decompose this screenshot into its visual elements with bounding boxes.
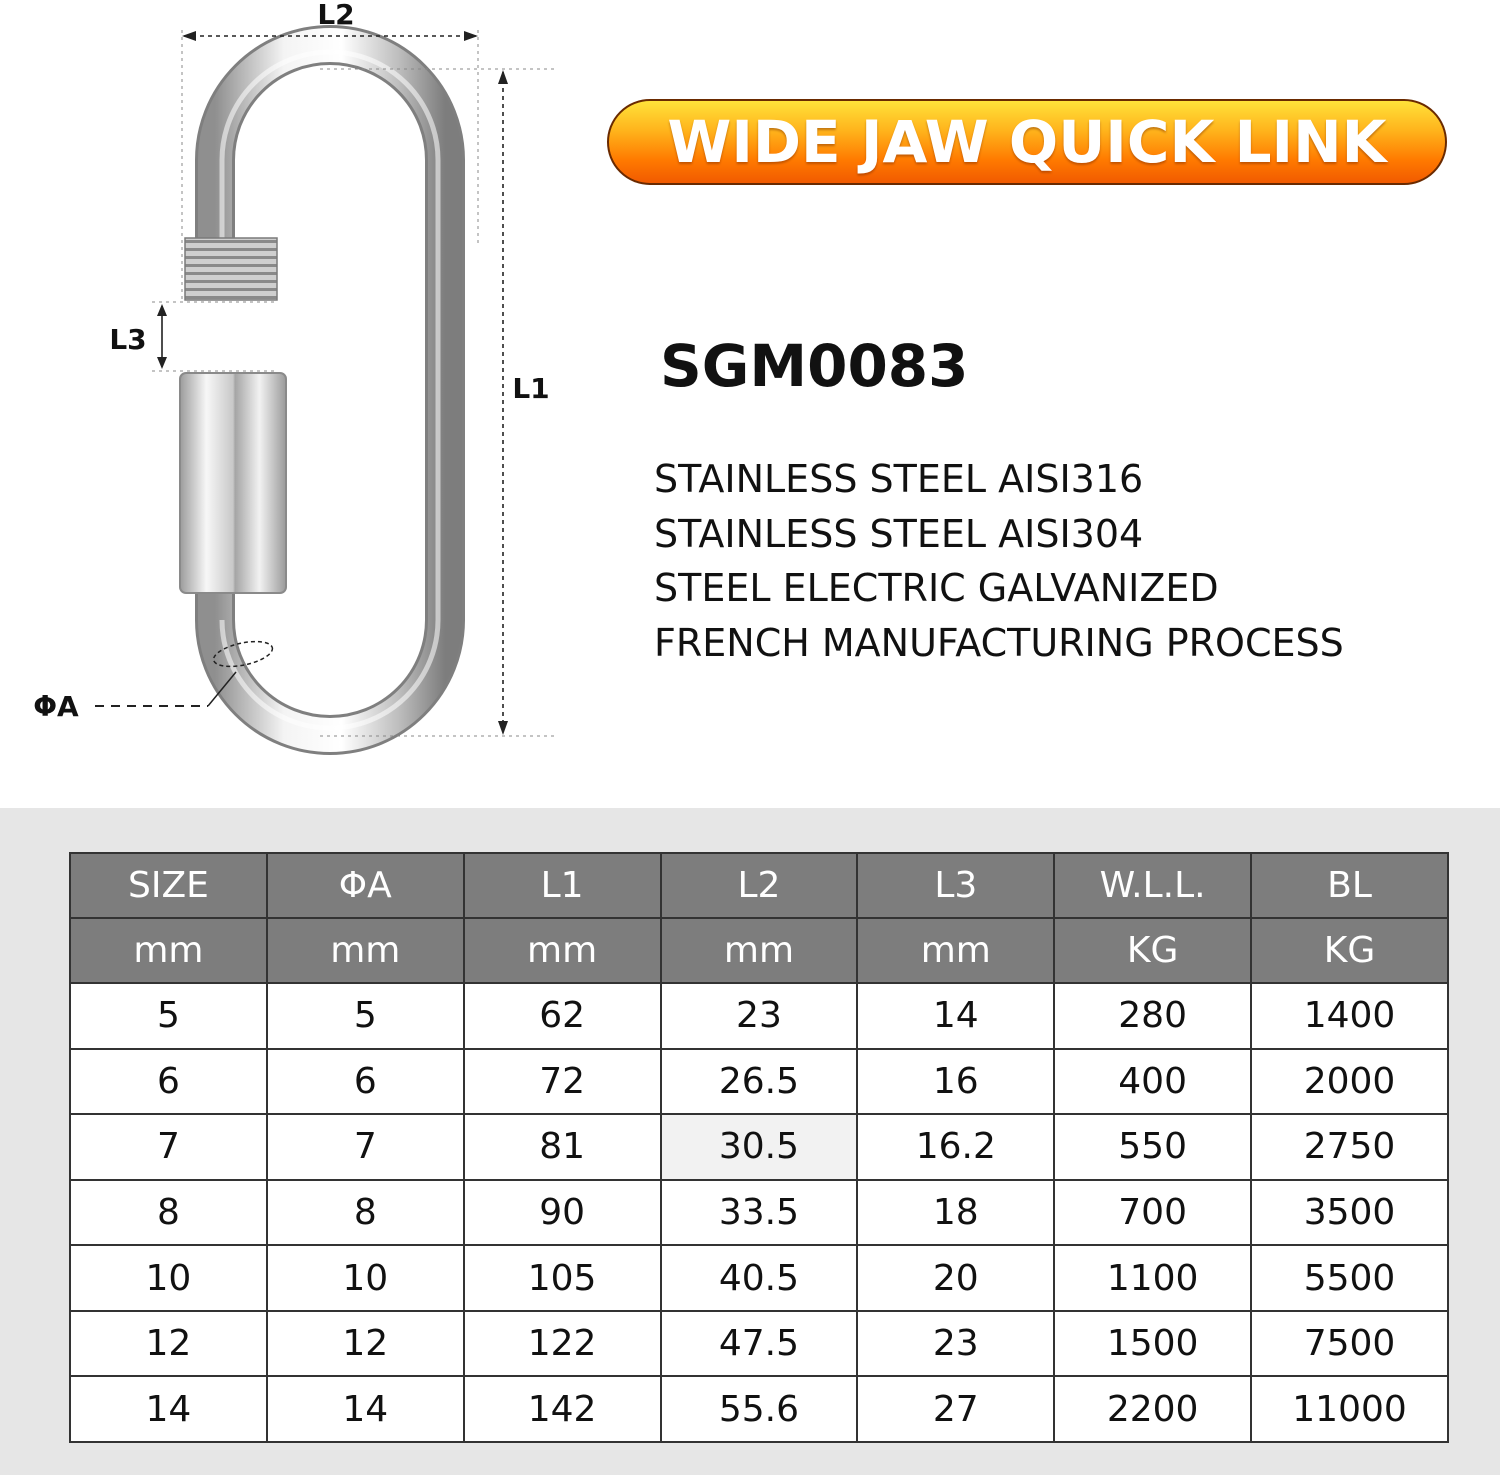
table-row	[70, 1376, 1448, 1442]
table-cell: 14	[70, 1376, 267, 1442]
table-cell: 7500	[1251, 1311, 1448, 1377]
header-cell: L3	[857, 853, 1054, 918]
quick-link-diagram	[0, 0, 600, 800]
hex-nut	[180, 373, 286, 593]
header-cell: L2	[661, 853, 858, 918]
table-row	[70, 1114, 1448, 1180]
table-cell: 5500	[1251, 1245, 1448, 1311]
table-cell: 105	[464, 1245, 661, 1311]
table-cell: 142	[464, 1376, 661, 1442]
table-cell: 3500	[1251, 1180, 1448, 1246]
header-cell: L1	[464, 853, 661, 918]
banner-title: WIDE JAW QUICK LINK	[667, 108, 1387, 176]
feature-item: STAINLESS STEEL AISI316	[654, 457, 1144, 501]
table-cell: 12	[70, 1311, 267, 1377]
table-row	[70, 1180, 1448, 1246]
title-banner	[607, 99, 1447, 185]
table-cell: 400	[1054, 1049, 1251, 1115]
header-cell: BL	[1251, 853, 1448, 918]
table-cell: 8	[70, 1180, 267, 1246]
header-row	[70, 853, 1448, 918]
table-row	[70, 1245, 1448, 1311]
table-cell: 55.6	[661, 1376, 858, 1442]
table-cell: 2200	[1054, 1376, 1251, 1442]
feature-item: FRENCH MANUFACTURING PROCESS	[654, 620, 1344, 665]
header-cell: SIZE	[70, 853, 267, 918]
table-cell: 1400	[1251, 983, 1448, 1049]
label-l3: L3	[109, 323, 147, 356]
header-cell: ΦA	[267, 853, 464, 918]
unit-cell: mm	[267, 918, 464, 983]
table-cell: 6	[70, 1049, 267, 1115]
table-cell: 90	[464, 1180, 661, 1246]
feature-item: STEEL ELECTRIC GALVANIZED	[654, 566, 1219, 610]
table-cell: 81	[464, 1114, 661, 1180]
unit-cell: KG	[1251, 918, 1448, 983]
table-cell: 18	[857, 1180, 1054, 1246]
table-cell: 72	[464, 1049, 661, 1115]
table-cell: 62	[464, 983, 661, 1049]
table-cell: 30.5	[661, 1114, 858, 1180]
table-cell: 6	[267, 1049, 464, 1115]
table-cell: 2750	[1251, 1114, 1448, 1180]
table-row	[70, 1311, 1448, 1377]
table-cell: 40.5	[661, 1245, 858, 1311]
unit-cell: mm	[661, 918, 858, 983]
table-cell: 16.2	[857, 1114, 1054, 1180]
table-cell: 12	[267, 1311, 464, 1377]
units-row	[70, 918, 1448, 983]
table-cell: 47.5	[661, 1311, 858, 1377]
table-cell: 7	[70, 1114, 267, 1180]
table-cell: 27	[857, 1376, 1054, 1442]
thread	[185, 238, 277, 300]
model-number: SGM0083	[660, 332, 969, 400]
table-cell: 700	[1054, 1180, 1251, 1246]
table-cell: 7	[267, 1114, 464, 1180]
unit-cell: mm	[857, 918, 1054, 983]
unit-cell: mm	[70, 918, 267, 983]
table-cell: 280	[1054, 983, 1251, 1049]
feature-list	[654, 452, 1474, 670]
unit-cell: mm	[464, 918, 661, 983]
table-cell: 14	[267, 1376, 464, 1442]
table-cell: 20	[857, 1245, 1054, 1311]
table-cell: 26.5	[661, 1049, 858, 1115]
table-cell: 2000	[1251, 1049, 1448, 1115]
table-cell: 122	[464, 1311, 661, 1377]
unit-cell: KG	[1054, 918, 1251, 983]
spec-table	[69, 852, 1449, 1443]
table-row	[70, 983, 1448, 1049]
feature-item: STAINLESS STEEL AISI304	[654, 511, 1144, 556]
table-cell: 33.5	[661, 1180, 858, 1246]
table-cell: 11000	[1251, 1376, 1448, 1442]
table-cell: 10	[267, 1245, 464, 1311]
table-cell: 16	[857, 1049, 1054, 1115]
table-cell: 1500	[1054, 1311, 1251, 1377]
table-cell: 8	[267, 1180, 464, 1246]
table-cell: 5	[70, 983, 267, 1049]
label-phi-a: ΦA	[33, 690, 79, 723]
header-cell: W.L.L.	[1054, 853, 1251, 918]
table-cell: 550	[1054, 1114, 1251, 1180]
table-cell: 10	[70, 1245, 267, 1311]
table-cell: 1100	[1054, 1245, 1251, 1311]
table-cell: 23	[857, 1311, 1054, 1377]
table-row	[70, 1049, 1448, 1115]
label-l2: L2	[317, 0, 355, 31]
table-cell: 23	[661, 983, 858, 1049]
table-cell: 5	[267, 983, 464, 1049]
table-cell: 14	[857, 983, 1054, 1049]
label-l1: L1	[512, 372, 550, 405]
